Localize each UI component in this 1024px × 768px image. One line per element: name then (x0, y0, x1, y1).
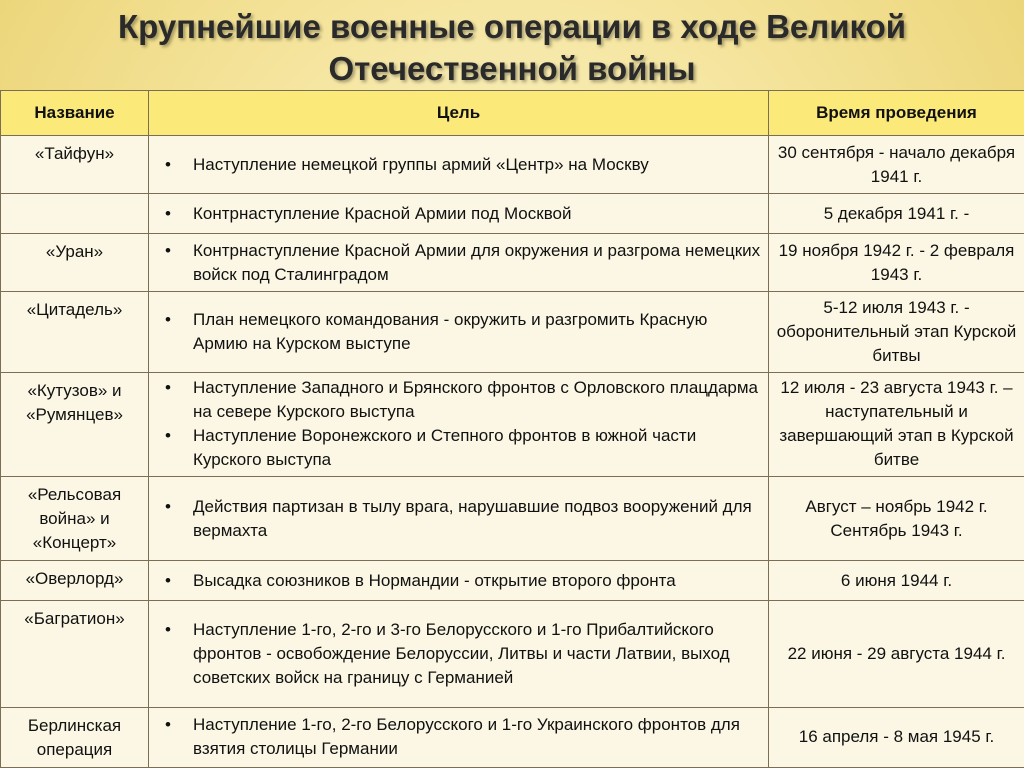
table-row (1, 194, 1024, 234)
operation-goal (149, 601, 769, 707)
operation-time: 5-12 июля 1943 г. - оборонительный этап Курской битвы (769, 292, 1024, 372)
operation-name: Берлинская операция (1, 707, 149, 767)
operation-goal (149, 707, 769, 767)
goal-item: • Контрнаступление Красной Армии для окружения и разгрома немецких войск под Сталинградом (193, 239, 762, 287)
operation-name: «Оверлорд» (1, 561, 149, 601)
goal-item: • Высадка союзников в Нормандии - открытие второго фронта (193, 569, 762, 593)
goal-item: • Наступление Воронежского и Степного фронтов в южной части Курского выступа (193, 424, 762, 472)
goal-item: • Контрнаступление Красной Армии под Москвой (193, 202, 762, 226)
operation-goal (149, 477, 769, 561)
operation-time: 5 декабря 1941 г. - (769, 194, 1024, 234)
header-name: Название (1, 91, 149, 136)
table-row (1, 372, 1024, 476)
table-row (1, 477, 1024, 561)
operation-name: «Рельсовая война» и «Концерт» (1, 477, 149, 561)
operation-name (1, 194, 149, 234)
table-row (1, 561, 1024, 601)
operation-time: 6 июня 1944 г. (769, 561, 1024, 601)
operation-name: «Багратион» (1, 601, 149, 707)
operation-name: «Тайфун» (1, 136, 149, 194)
goal-item: • План немецкого командования - окружить и разгромить Красную Армию на Курском выступе (193, 308, 762, 356)
operation-time: 12 июля - 23 августа 1943 г. – наступательный и завершающий этап в Курской битве (769, 372, 1024, 476)
table-row (1, 292, 1024, 372)
goal-item: • Наступление Западного и Брянского фронтов с Орловского плацдарма на севере Курского выступа (193, 376, 762, 424)
table-header-row (1, 91, 1024, 136)
table-row (1, 601, 1024, 707)
operation-goal (149, 561, 769, 601)
operation-name: «Уран» (1, 234, 149, 292)
operation-name: «Цитадель» (1, 292, 149, 372)
operation-goal (149, 136, 769, 194)
operation-time: Август – ноябрь 1942 г. Сентябрь 1943 г. (769, 477, 1024, 561)
operation-goal (149, 372, 769, 476)
title-line-2: Отечественной войны (328, 50, 696, 87)
operation-time: 22 июня - 29 августа 1944 г. (769, 601, 1024, 707)
operation-time: 30 сентября - начало декабря 1941 г. (769, 136, 1024, 194)
header-time: Время проведения (769, 91, 1024, 136)
goal-item: • Наступление 1-го, 2-го Белорусского и 1-го Украинского фронтов для взятия столицы Германии (193, 713, 762, 761)
operations-table (0, 90, 1024, 768)
operation-goal (149, 234, 769, 292)
operation-time: 16 апреля - 8 мая 1945 г. (769, 707, 1024, 767)
table-row (1, 136, 1024, 194)
table-row (1, 234, 1024, 292)
goal-item: • Наступление 1-го, 2-го и 3-го Белорусского и 1-го Прибалтийского фронтов - освобождение Белоруссии, Литвы и части Латвии, выход советских войск на границу с Германией (193, 618, 762, 690)
table-row (1, 707, 1024, 767)
header-goal: Цель (149, 91, 769, 136)
operation-goal (149, 292, 769, 372)
page-title (0, 6, 1024, 90)
goal-item: • Наступление немецкой группы армий «Центр» на Москву (193, 153, 762, 177)
operation-time: 19 ноября 1942 г. - 2 февраля 1943 г. (769, 234, 1024, 292)
goal-item: • Действия партизан в тылу врага, нарушавшие подвоз вооружений для вермахта (193, 495, 762, 543)
title-line-1: Крупнейшие военные операции в ходе Великой (117, 8, 907, 45)
operation-goal (149, 194, 769, 234)
operation-name: «Кутузов» и «Румянцев» (1, 372, 149, 476)
